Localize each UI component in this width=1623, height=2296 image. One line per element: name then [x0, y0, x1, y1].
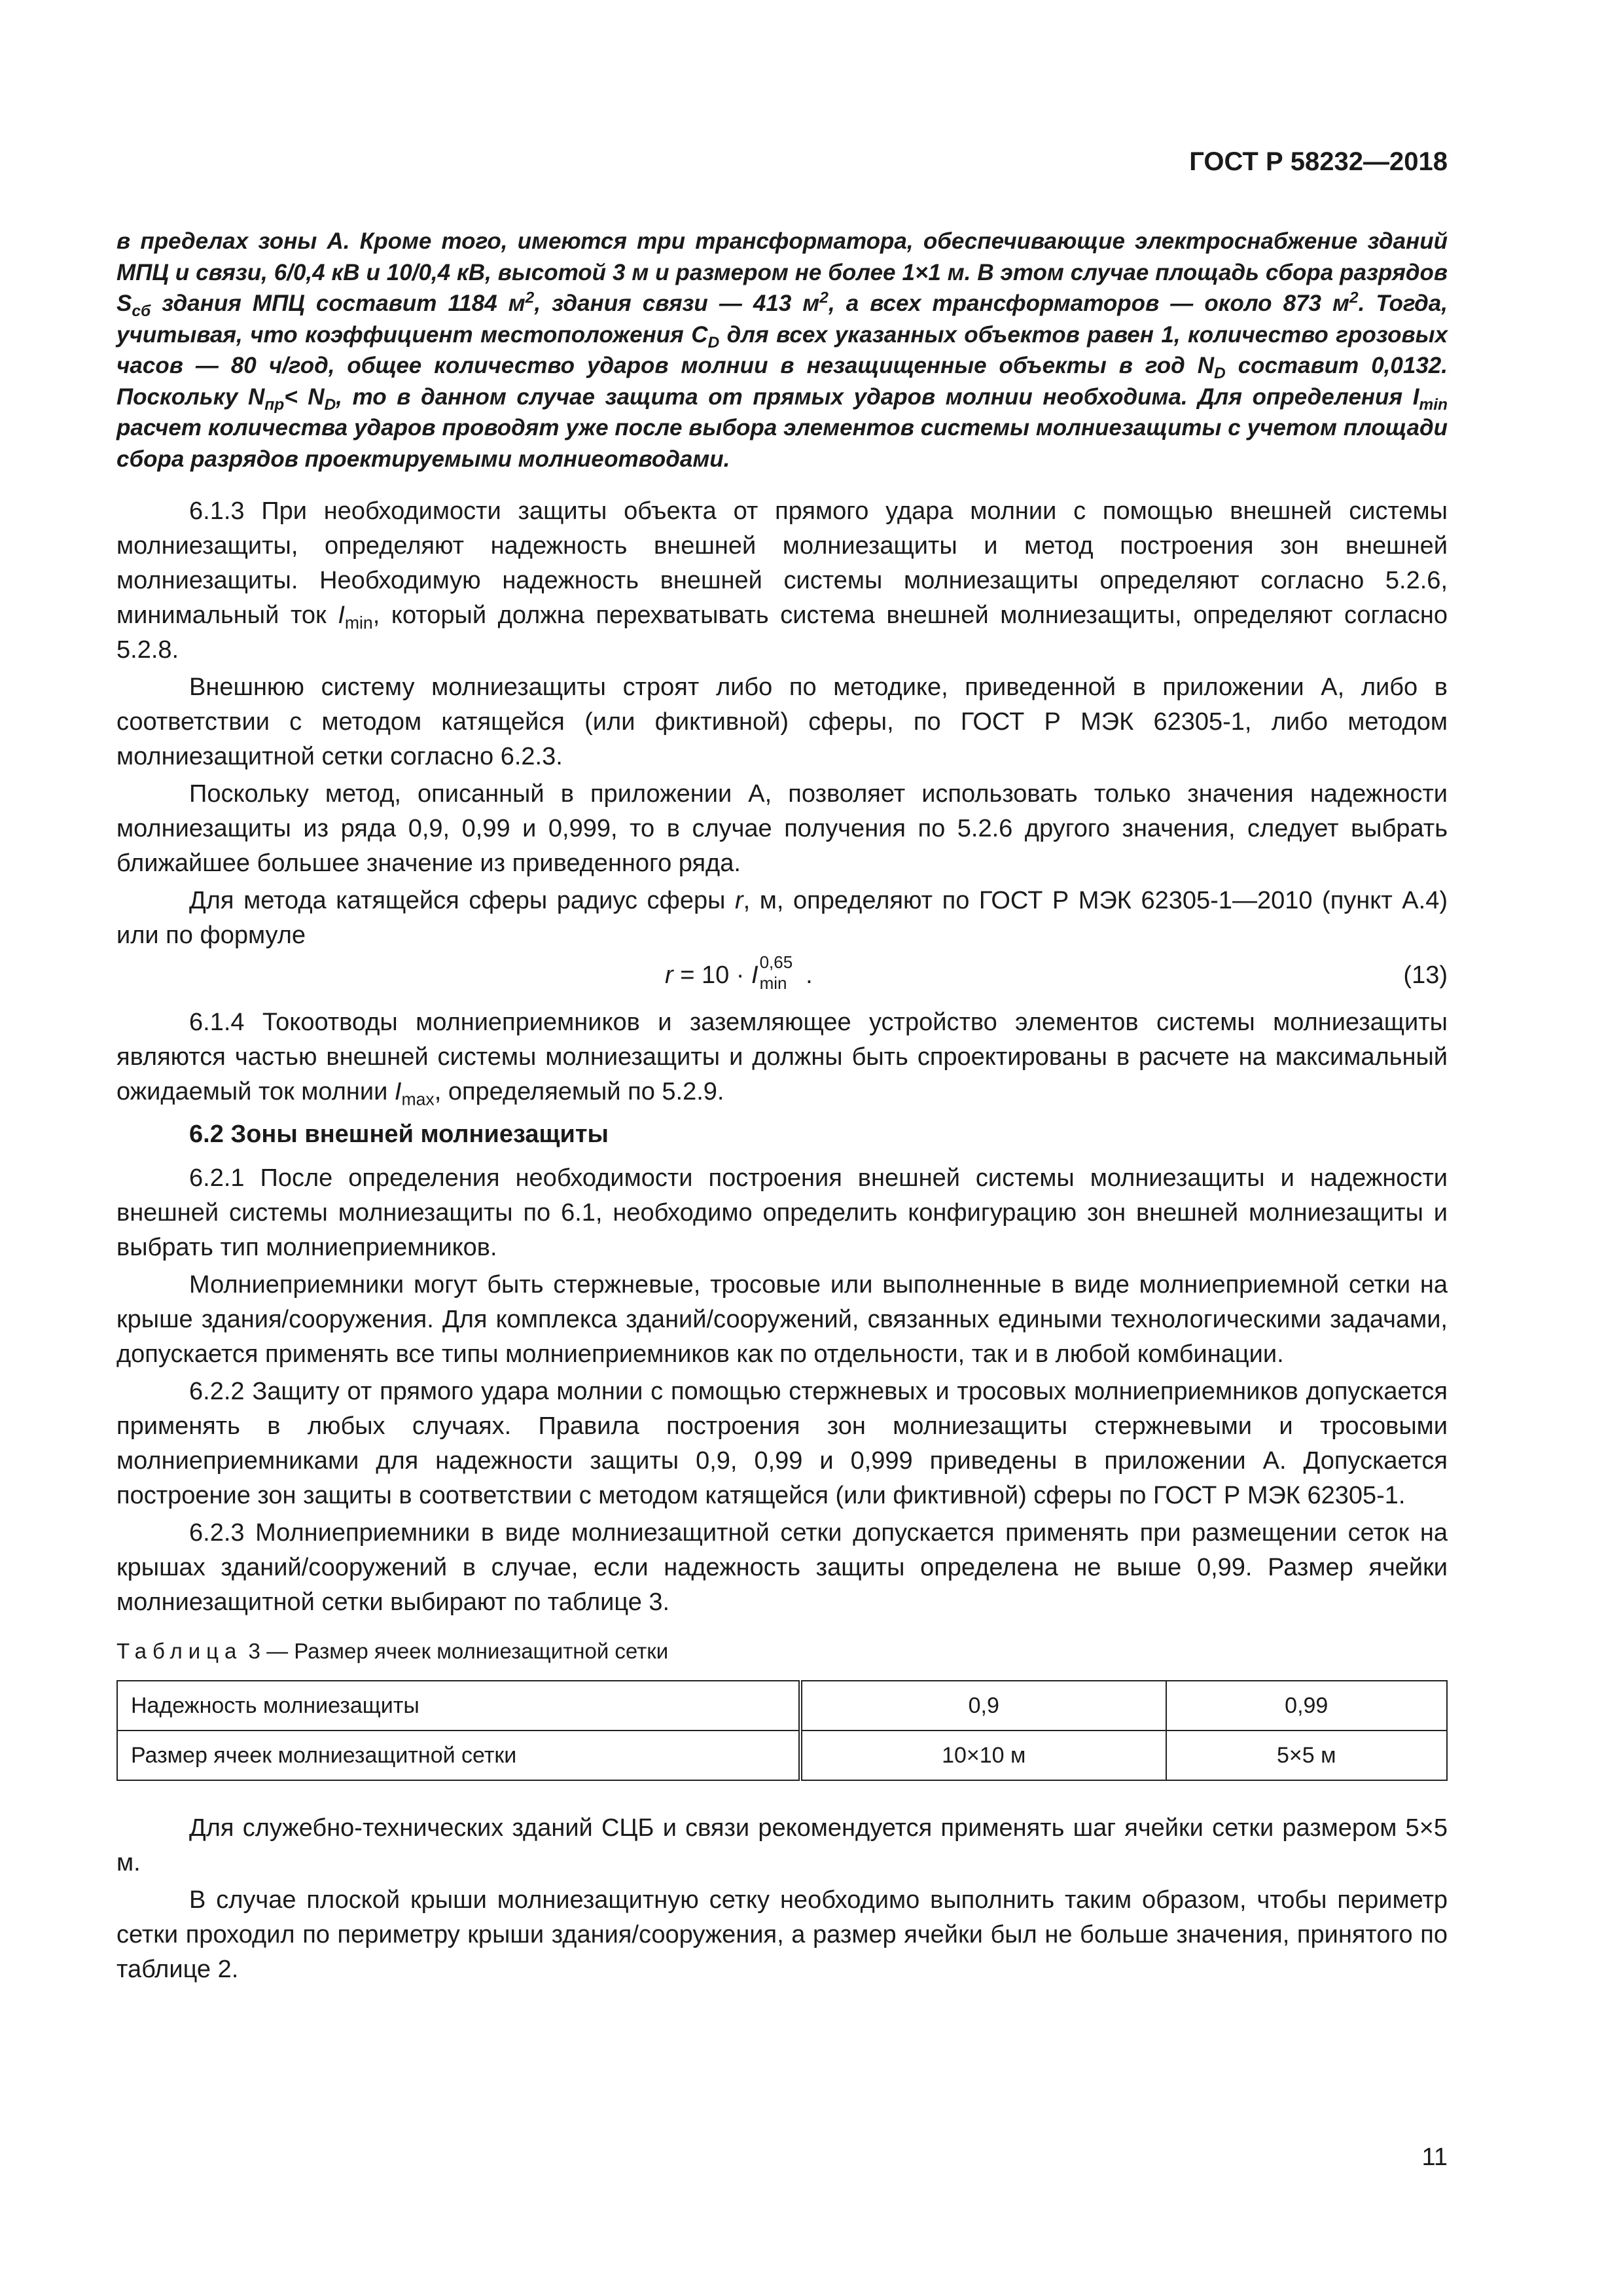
- section-title-6-2: 6.2 Зоны внешней молниезащиты: [189, 1121, 609, 1148]
- table-row: [117, 1731, 1447, 1780]
- paragraph-flat-roof: В случае плоской крыши молниезащитную сетку необходимо выполнить таким образом, чтобы периметр сетки проходил по периметру крыши здания/сооружения, а размер ячейки был не больше значения, принятого по таблице 2.: [116, 1886, 1448, 1983]
- formula-number: (13): [1403, 961, 1448, 989]
- paragraph-6-1-4: 6.1.4 Токоотводы молниеприемников и заземляющее устройство элементов системы молниезащиты являются частью внешней системы молниезащиты и должны быть спроектированы в расчете на максимальный ожидаемый ток молнии $I_{max}$, определяемый по 5.2.9.: [116, 1009, 1448, 1109]
- table-cell: 0,9: [800, 1681, 1166, 1731]
- table-cell: Надежность молниезащиты: [117, 1681, 800, 1731]
- paragraph-6-1-3: 6.1.3 При необходимости защиты объекта от прямого удара молнии с помощью внешней системы молниезащиты, определяют надежность внешней молниезащиты и метод построения зон внешней молниезащиты. Необходимую надежность внешней системы молниезащиты определяют согласно 5.2.6, минимальный ток $I_{min}$, который должна перехватывать система внешней молниезащиты, определяют согласно 5.2.8.: [116, 497, 1448, 664]
- table-cell: 5×5 м: [1166, 1731, 1447, 1780]
- table-caption: Таблица 3 — Размер ячеек молниезащитной сетки: [116, 1639, 669, 1663]
- paragraph-air-terminals: Молниеприемники могут быть стержневые, тросовые или выполненные в виде молниеприемной сетки на крыше здания/сооружения. Для комплекса зданий/сооружений, связанных едиными технологическими задачами, допускается применять все типы молниеприемников как по отдельности, так и в любой комбинации.: [116, 1271, 1448, 1368]
- table-row: [117, 1681, 1447, 1731]
- paragraph-reliability-row: Поскольку метод, описанный в приложении А, позволяет использовать только значения надежности молниезащиты из ряда 0,9, 0,99 и 0,999, то в случае получения по 5.2.6 другого значения, следует выбрать ближайшее большее значение из приведенного ряда.: [116, 780, 1448, 877]
- paragraph-external-system: Внешнюю систему молниезащиты строят либо по методике, приведенной в приложении А, либо в соответствии с методом катящейся (или фиктивной) сферы, по ГОСТ Р МЭК 62305-1, либо методом молниезащитной сетки согласно 6.2.3.: [116, 673, 1448, 770]
- formula-13: [116, 953, 1448, 995]
- table-cell: 10×10 м: [800, 1731, 1166, 1780]
- table-cell: 0,99: [1166, 1681, 1447, 1731]
- paragraph-rolling-sphere: Для метода катящейся сферы радиус сферы r, м, определяют по ГОСТ Р МЭК 62305-1—2010 (пункт А.4) или по формуле: [116, 887, 1448, 949]
- mesh-size-table: [116, 1680, 1448, 1781]
- formula-expression: r = 10 · I 0,65 min .: [665, 952, 813, 993]
- page-content: [116, 226, 1448, 1987]
- paragraph-6-2-3: 6.2.3 Молниеприемники в виде молниезащитной сетки допускается применять при размещении сеток на крышах зданий/сооружений в случае, если надежность защиты определена не выше 0,99. Размер ячейки молниезащитной сетки выбирают по таблице 3.: [116, 1519, 1448, 1616]
- paragraph-6-2-2: 6.2.2 Защиту от прямого удара молнии с помощью стержневых и тросовых молниеприемников допускается применять в любых случаях. Правила построения зон молниезащиты стержневыми и тросовыми молниеприемниками для надежности защиты 0,9, 0,99 и 0,999 приведены в приложении А. Допускается построение зон защиты в соответствии с методом катящейся (или фиктивной) сферы по ГОСТ Р МЭК 62305-1.: [116, 1378, 1448, 1509]
- page-number: 11: [1421, 2144, 1448, 2171]
- table-cell: Размер ячеек молниезащитной сетки: [117, 1731, 800, 1780]
- paragraph-mesh-step: Для служебно-технических зданий СЦБ и связи рекомендуется применять шаг ячейки сетки размером 5×5 м.: [116, 1814, 1448, 1876]
- standard-header: ГОСТ Р 58232—2018: [1189, 147, 1448, 176]
- example-note: в пределах зоны А. Кроме того, имеются три трансформатора, обеспечивающие электроснабжение зданий МПЦ и связи, 6/0,4 кВ и 10/0,4 кВ, высотой 3 м и размером не более 1×1 м. В этом случае площадь сбора разрядов $S_{сб}$ здания МПЦ составит 1184 $м^2$, здания связи — 413 $м^2$, а всех трансформаторов — около 873 $м^2$. Тогда, учитывая, что коэффициент местоположения $C_D$ для всех указанных объектов равен 1, количество грозовых часов — 80 ч/год, общее количество ударов молнии в незащищенные объекты в год $N_D$ составит 0,0132. Поскольку $N_{пр}< N_D$, то в данном случае защита от прямых ударов молнии необходима. Для определения $I_{min}$ расчет количества ударов проводят уже после выбора элементов системы молниезащиты с учетом площади сбора разрядов проектируемыми молниеотводами.: [116, 228, 1448, 472]
- paragraph-6-2-1: 6.2.1 После определения необходимости построения внешней системы молниезащиты и надежности внешней системы молниезащиты по 6.1, необходимо определить конфигурацию зон внешней молниезащиты и выбрать тип молниеприемников.: [116, 1164, 1448, 1261]
